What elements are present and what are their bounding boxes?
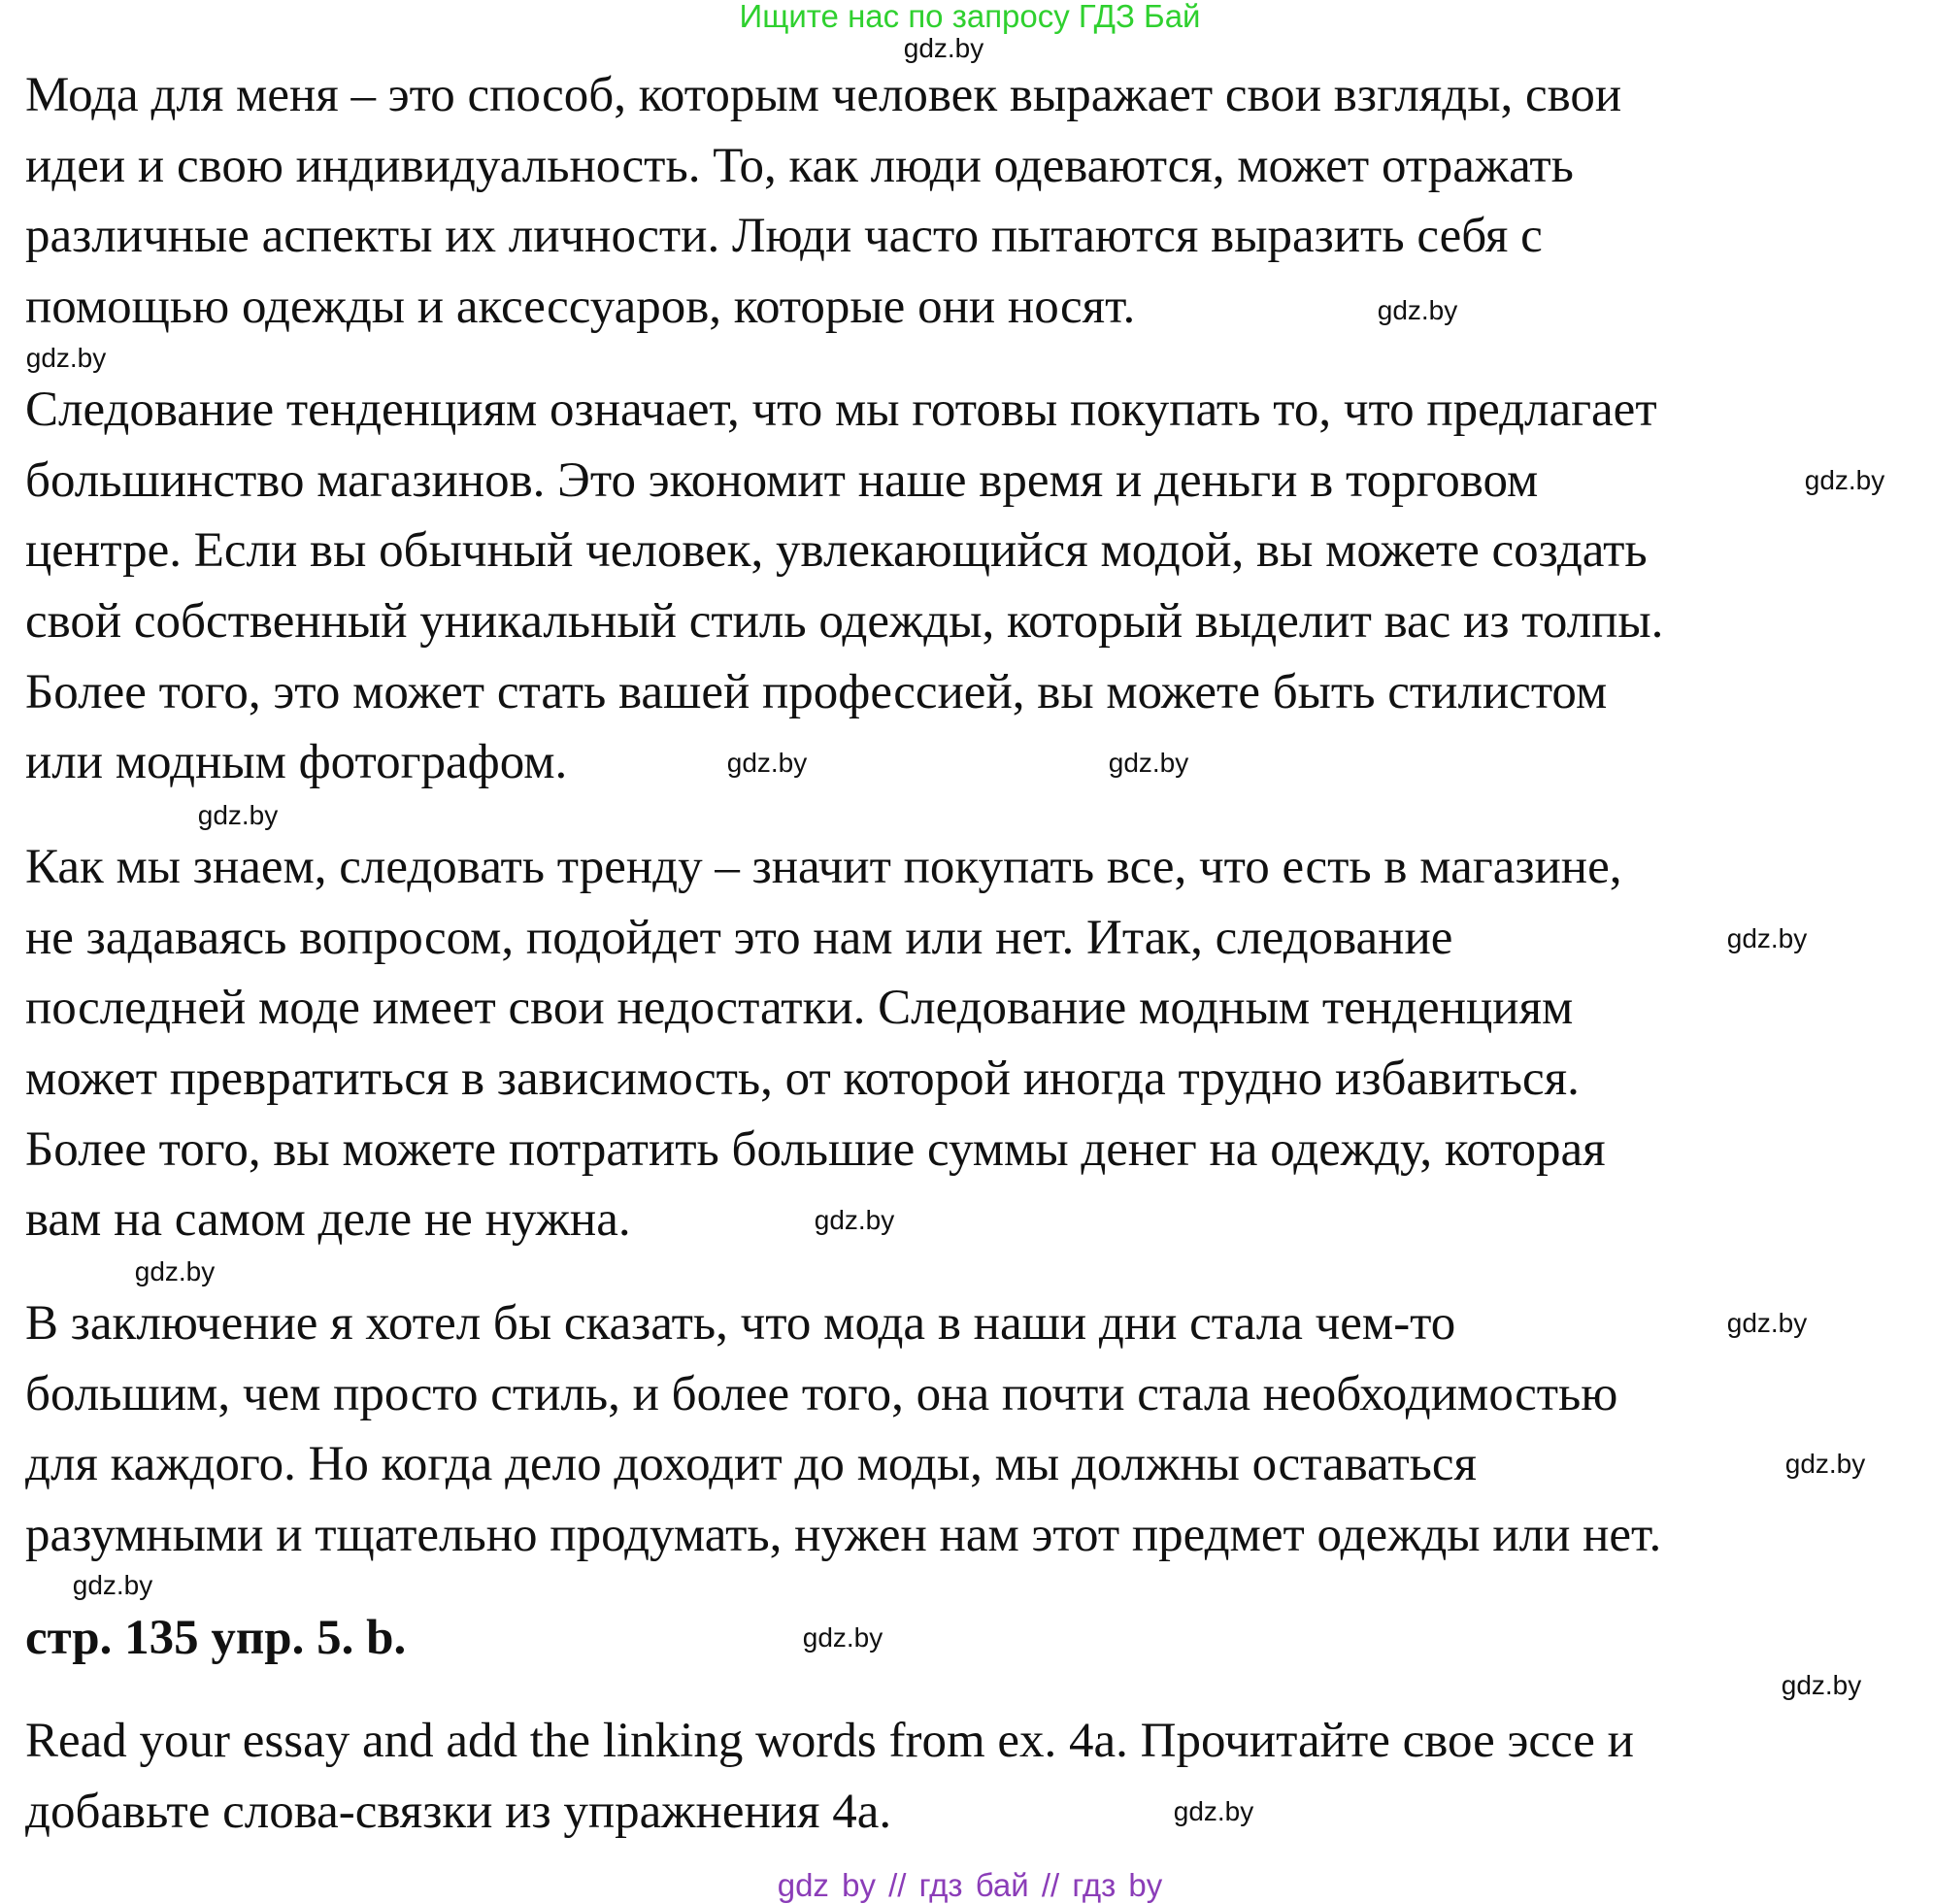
text-line: центре. Если вы обычный человек, увлекающийся модой, вы можете создать (25, 523, 1648, 579)
exercise-heading: стр. 135 упр. 5. b. (25, 1611, 407, 1665)
watermark: gdz.by (72, 1570, 153, 1600)
text-line: или модным фотографом. (25, 735, 568, 790)
watermark: gdz.by (197, 800, 279, 830)
text-line: последней моде имеет свои недостатки. Следование модным тенденциям (25, 981, 1574, 1036)
watermark: gdz.by (25, 343, 107, 373)
text-line: В заключение я хотел бы сказать, что мода в наши дни стала чем-то (25, 1296, 1456, 1351)
text-line: свой собственный уникальный стиль одежды, который выделит вас из толпы. (25, 594, 1664, 650)
text-line: для каждого. Но когда дело доходит до моды, мы должны оставаться (25, 1437, 1477, 1492)
watermark: gdz.by (134, 1256, 216, 1286)
paragraph-task (25, 1706, 1634, 1847)
footer-banner: gdz by // гдз бай // гдз by (777, 1867, 1163, 1903)
watermark: gdz.by (1726, 1308, 1808, 1338)
text-line: добавьте слова-связки из упражнения 4а. (25, 1784, 892, 1839)
text-line: разумными и тщательно продумать, нужен нам этот предмет одежды или нет. (25, 1508, 1662, 1563)
text-line: различные аспекты их личности. Люди часто пытаются выразить себя с (25, 209, 1543, 264)
watermark: gdz.by (1784, 1449, 1866, 1479)
text-line: Более того, вы можете потратить большие суммы денег на одежду, которая (25, 1121, 1606, 1177)
paragraph-3 (25, 832, 1621, 1255)
watermark: gdz.by (1726, 923, 1808, 953)
text-line: помощью одежды и аксессуаров, которые они носят. (25, 280, 1136, 335)
watermark: gdz.by (814, 1205, 895, 1235)
text-line: Более того, это может стать вашей профессией, вы можете быть стилистом (25, 664, 1608, 719)
text-line: вам на самом деле не нужна. (25, 1192, 631, 1248)
text-line: Как мы знаем, следовать тренду – значит покупать все, что есть в магазине, (25, 840, 1622, 894)
header-banner: Ищите нас по запросу ГДЗ Бай (739, 0, 1201, 34)
watermark: gdz.by (1173, 1796, 1254, 1826)
text-line: большим, чем просто стиль, и более того, она почти стала необходимостью (25, 1366, 1618, 1421)
watermark: gdz.by (1781, 1670, 1862, 1700)
watermark: gdz.by (1377, 295, 1458, 325)
watermark: gdz.by (726, 748, 808, 778)
text-line: Read your essay and add the linking words from ex. 4a. Прочитайте свое эссе и (25, 1714, 1634, 1768)
paragraph-2 (25, 375, 1663, 798)
paragraph-4 (25, 1288, 1661, 1571)
watermark: gdz.by (802, 1622, 883, 1653)
text-line: Мода для меня – это способ, которым человек выражает свои взгляды, свои (25, 68, 1622, 122)
text-line: большинство магазинов. Это экономит наше время и деньги в торговом (25, 452, 1539, 508)
text-line: идеи и свою индивидуальность. То, как люди одеваются, может отражать (25, 138, 1574, 193)
text-line: не задаваясь вопросом, подойдет это нам или нет. Итак, следование (25, 910, 1453, 965)
watermark: gdz.by (1804, 465, 1885, 495)
text-line: Следование тенденциям означает, что мы готовы покупать то, что предлагает (25, 383, 1657, 437)
watermark: gdz.by (903, 33, 984, 63)
watermark: gdz.by (1108, 748, 1189, 778)
text-line: может превратиться в зависимость, от которой иногда трудно избавиться. (25, 1052, 1580, 1107)
